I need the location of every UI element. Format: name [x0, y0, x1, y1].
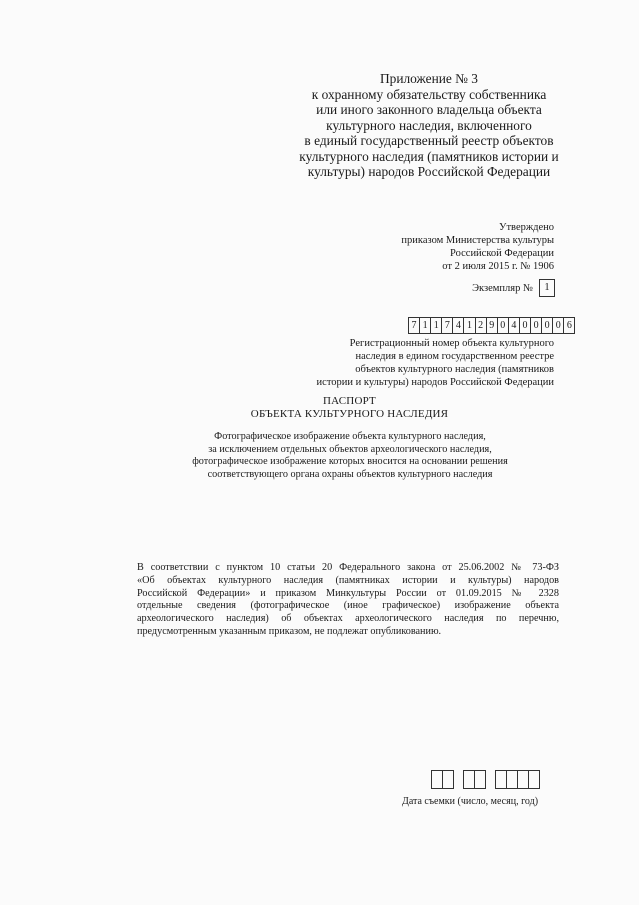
- registration-number-caption: [274, 337, 554, 389]
- notice-line-1: В соответствии с пунктом 10 статьи 20 Федерального закона от 25.06.2002 № 73-ФЗ: [137, 562, 559, 573]
- approval-line-1: Утверждено: [499, 222, 554, 233]
- photo-date-boxes: [431, 770, 540, 789]
- reg-caption-line-3: объектов культурного наследия (памятников: [355, 364, 554, 375]
- notice-line-3: Российской Федерации» и приказом Минкультуры России от 01.09.2015 № 2328: [137, 587, 559, 599]
- appendix-line-5: в единый государственный реестр объектов: [304, 133, 554, 148]
- reg-digit: 4: [453, 318, 464, 333]
- approval-line-3: Российской Федерации: [450, 248, 554, 259]
- reg-caption-line-4: истории и культуры) народов Российской Федерации: [316, 377, 554, 388]
- publication-notice: [137, 562, 559, 639]
- reg-caption-line-2: наследия в едином государственном реестре: [355, 351, 554, 362]
- photo-caption-line-3: фотографическое изображение которых вносится на основании решения: [192, 456, 508, 467]
- document-title: ПАСПОРТ: [323, 395, 376, 407]
- date-cell: [496, 771, 507, 788]
- notice-line-2: «Об объектах культурного наследия (памятниках истории и культуры) народов: [137, 574, 559, 586]
- document-subtitle: ОБЪЕКТА КУЛЬТУРНОГО НАСЛЕДИЯ: [250, 408, 449, 420]
- date-cell: [432, 771, 443, 788]
- copy-number-box: 1: [539, 279, 555, 297]
- notice-line-5: археологического наследия) об объектах археологического наследия по перечню,: [137, 613, 559, 625]
- reg-digit: 9: [487, 318, 498, 333]
- appendix-header: [279, 71, 579, 180]
- photo-caption-line-4: соответствующего органа охраны объектов культурного наследия: [207, 468, 493, 480]
- appendix-line-4: культурного наследия, включенного: [326, 117, 532, 133]
- reg-digit: 1: [464, 318, 475, 333]
- reg-digit: 0: [520, 318, 531, 333]
- reg-digit: 1: [431, 318, 442, 333]
- reg-digit: 6: [566, 320, 572, 331]
- reg-digit: 7: [442, 318, 453, 333]
- approval-line-2: приказом Министерства культуры: [401, 235, 554, 246]
- date-cell: [529, 771, 539, 788]
- reg-digit: 4: [509, 318, 520, 333]
- photo-caption-line-1: Фотографическое изображение объекта культурного наследия,: [214, 431, 486, 442]
- appendix-line-1: Приложение № 3: [379, 71, 479, 86]
- appendix-line-3: или иного законного владельца объекта: [316, 102, 542, 117]
- appendix-line-7: культуры) народов Российской Федерации: [307, 164, 551, 179]
- copy-number-row: [472, 279, 555, 297]
- approval-block: [294, 221, 554, 273]
- reg-caption-line-1: Регистрационный номер объекта культурного: [349, 338, 554, 349]
- date-cell: [464, 771, 475, 788]
- approval-line-4: от 2 июля 2015 г. № 1906: [442, 261, 554, 272]
- photo-date-caption: Дата съемки (число, месяц, год): [402, 796, 539, 807]
- registration-number-boxes: [408, 317, 575, 334]
- reg-digit: 0: [498, 318, 509, 333]
- date-day-boxes: [431, 770, 454, 789]
- photo-caption-line-2: за исключением отдельных объектов археологического наследия,: [208, 443, 492, 455]
- date-year-boxes: [495, 770, 540, 789]
- reg-digit: 0: [553, 318, 564, 333]
- copy-number-label: Экземпляр №: [472, 282, 533, 294]
- reg-digit: 0: [531, 318, 542, 333]
- reg-digit: 1: [420, 318, 431, 333]
- reg-digit: 7: [409, 318, 420, 333]
- reg-digit: 0: [542, 318, 553, 333]
- appendix-line-6: культурного наследия (памятников истории и: [299, 148, 559, 164]
- reg-digit: 2: [476, 318, 487, 333]
- date-cell: [475, 771, 485, 788]
- date-cell: [518, 771, 529, 788]
- date-cell: [507, 771, 518, 788]
- date-cell: [443, 771, 453, 788]
- date-month-boxes: [463, 770, 486, 789]
- appendix-line-2: к охранному обязательству собственника: [311, 86, 547, 102]
- notice-line-4: отдельные сведения (фотографическое (иное графическое) изображение объекта: [137, 600, 559, 612]
- notice-line-6: предусмотренным указанным приказом, не подлежат опубликованию.: [137, 625, 442, 637]
- photo-caption: [170, 431, 530, 481]
